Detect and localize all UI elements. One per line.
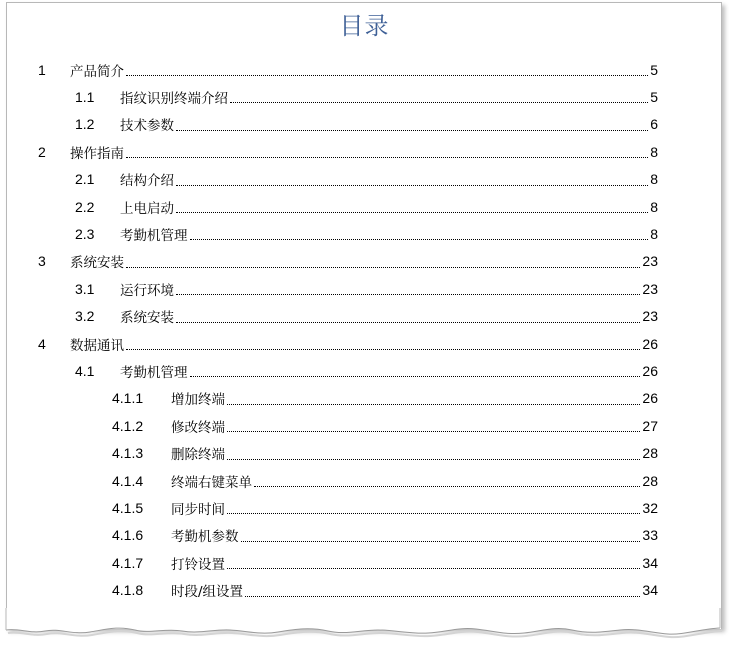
toc-entry-number: 4.1.2 xyxy=(112,417,144,434)
toc-entry-number: 2.3 xyxy=(75,225,95,242)
toc-entry-title: 运行环境 xyxy=(120,282,174,299)
toc-entry[interactable] xyxy=(75,83,658,110)
toc-entry-title: 删除终端 xyxy=(171,447,225,464)
toc-entry[interactable] xyxy=(112,440,658,467)
toc-entry[interactable] xyxy=(38,330,658,357)
toc-entry[interactable] xyxy=(75,275,658,302)
toc-entry-title: 考勤机管理 xyxy=(120,227,188,244)
toc-entry-title: 指纹识别终端介绍 xyxy=(120,90,228,107)
toc-entry[interactable] xyxy=(75,303,658,330)
toc-entry[interactable] xyxy=(112,522,658,549)
toc-entry-number: 4.1.8 xyxy=(112,582,144,599)
toc-dot-leader xyxy=(126,253,640,268)
toc-entry-title: 系统安装 xyxy=(120,310,174,327)
toc-dot-leader xyxy=(227,445,640,460)
toc-dot-leader xyxy=(176,308,640,323)
toc-entry-title: 增加终端 xyxy=(171,392,225,409)
toc-dot-leader xyxy=(190,362,641,377)
toc-entry-title: 上电启动 xyxy=(120,200,174,217)
toc-entry-title: 结构介绍 xyxy=(120,173,174,190)
toc-entry-page-number: 23 xyxy=(642,280,658,297)
toc-dot-leader xyxy=(126,61,648,76)
toc-title: 目录 xyxy=(339,12,390,40)
toc-entry-title: 数据通讯 xyxy=(70,337,124,354)
toc-dot-leader xyxy=(227,499,640,514)
toc-entry-number: 4.1.4 xyxy=(112,472,144,489)
toc-entry-title: 考勤机管理 xyxy=(120,364,188,381)
toc-entry-number: 1.2 xyxy=(75,116,95,133)
toc-entry-number: 4 xyxy=(38,335,46,352)
toc-entry-number: 2.1 xyxy=(75,171,95,188)
toc-entry[interactable] xyxy=(112,494,658,521)
toc-entry-page-number: 8 xyxy=(650,143,658,160)
toc-entry-number: 3.2 xyxy=(75,308,95,325)
toc-dot-leader xyxy=(176,116,648,131)
toc-entry-page-number: 26 xyxy=(642,335,658,352)
toc-entry-page-number: 28 xyxy=(642,472,658,489)
torn-paper-edge xyxy=(0,608,729,658)
toc-entry-number: 1 xyxy=(38,61,46,78)
toc-entry-page-number: 32 xyxy=(642,499,658,516)
toc-entry-number: 4.1.5 xyxy=(112,499,144,516)
toc-dot-leader xyxy=(126,335,640,350)
toc-entry[interactable] xyxy=(75,357,658,384)
toc-entry-page-number: 28 xyxy=(642,445,658,462)
toc-entry-number: 4.1 xyxy=(75,362,95,379)
toc-entry-title: 打铃设置 xyxy=(171,556,225,573)
toc-entry-page-number: 5 xyxy=(650,61,658,78)
toc-dot-leader xyxy=(227,554,640,569)
toc-entry-number: 1.1 xyxy=(75,88,95,105)
toc-entry-number: 4.1.7 xyxy=(112,554,144,571)
toc-entry[interactable] xyxy=(75,193,658,220)
toc-entry[interactable] xyxy=(38,56,658,83)
toc-entry[interactable] xyxy=(38,138,658,165)
toc-entry[interactable] xyxy=(75,220,658,247)
toc-entry[interactable] xyxy=(112,577,658,604)
toc-entry-page-number: 8 xyxy=(650,171,658,188)
toc-dot-leader xyxy=(245,582,640,597)
toc-entry[interactable] xyxy=(75,111,658,138)
toc-dot-leader xyxy=(176,198,648,213)
toc-entry-page-number: 33 xyxy=(642,527,658,544)
toc-dot-leader xyxy=(241,527,641,542)
toc-entry-page-number: 34 xyxy=(642,554,658,571)
toc-entry-page-number: 8 xyxy=(650,198,658,215)
toc-entry-title: 时段/组设置 xyxy=(171,584,244,601)
toc-dot-leader xyxy=(230,88,648,103)
toc-entry-number: 4.1.1 xyxy=(112,390,144,407)
toc-entry-page-number: 8 xyxy=(650,225,658,242)
toc-entry-page-number: 5 xyxy=(650,88,658,105)
toc-dot-leader xyxy=(190,225,649,240)
toc-entry-title: 同步时间 xyxy=(171,501,225,518)
toc-entry-title: 修改终端 xyxy=(171,419,225,436)
toc-entry-number: 4.1.3 xyxy=(112,445,144,462)
toc-dot-leader xyxy=(227,390,640,405)
toc-entry-title: 终端右键菜单 xyxy=(171,474,252,491)
toc-entry[interactable] xyxy=(112,549,658,576)
toc-entry-title: 考勤机参数 xyxy=(171,529,239,546)
toc-dot-leader xyxy=(254,472,640,487)
toc-entry-number: 4.1.6 xyxy=(112,527,144,544)
toc-entry-page-number: 23 xyxy=(642,308,658,325)
toc-entry-title: 系统安装 xyxy=(70,255,124,272)
toc-dot-leader xyxy=(227,417,640,432)
toc-entry-number: 3 xyxy=(38,253,46,270)
toc-entry-page-number: 23 xyxy=(642,253,658,270)
toc-entry-page-number: 26 xyxy=(642,390,658,407)
toc-entry-page-number: 34 xyxy=(642,582,658,599)
toc-entry[interactable] xyxy=(38,248,658,275)
toc-entry-title: 产品简介 xyxy=(70,63,124,80)
toc-entry-page-number: 27 xyxy=(642,417,658,434)
toc-entry-title: 技术参数 xyxy=(120,118,174,135)
toc-entry-page-number: 26 xyxy=(642,362,658,379)
toc-entry[interactable] xyxy=(75,166,658,193)
toc-dot-leader xyxy=(126,143,648,158)
toc-entry-title: 操作指南 xyxy=(70,145,124,162)
toc-dot-leader xyxy=(176,171,648,186)
toc-entry-number: 2 xyxy=(38,143,46,160)
toc-entry-page-number: 6 xyxy=(650,116,658,133)
toc-dot-leader xyxy=(176,280,640,295)
toc-entry[interactable] xyxy=(112,385,658,412)
toc-entry[interactable] xyxy=(112,412,658,439)
toc-entry-number: 2.2 xyxy=(75,198,95,215)
toc-entry[interactable] xyxy=(112,467,658,494)
toc-entry-number: 3.1 xyxy=(75,280,95,297)
